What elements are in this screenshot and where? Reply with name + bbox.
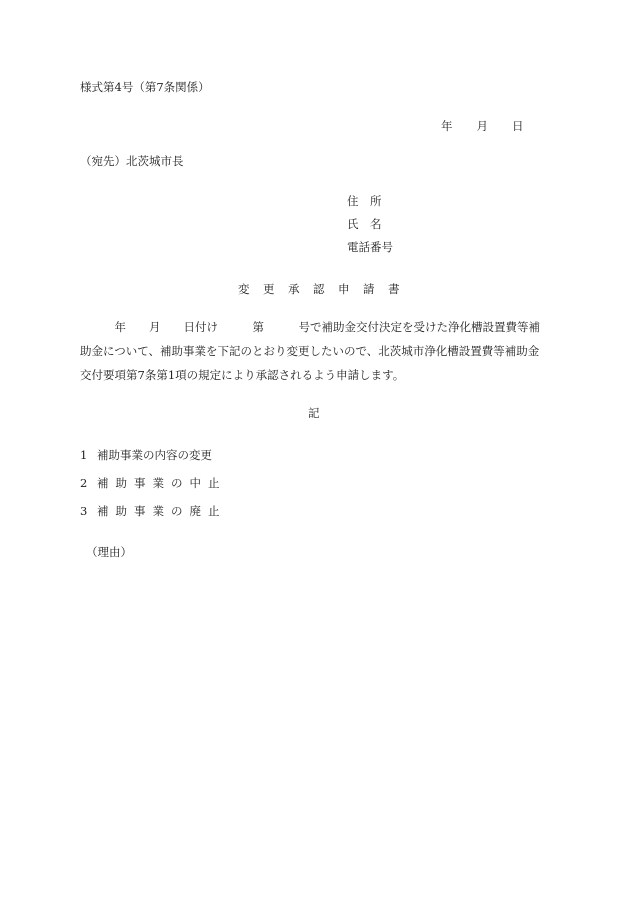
item-list [80,450,227,534]
date-day: 日 [512,119,524,133]
form-number: 様式第4号（第7条関係） [80,80,210,94]
address-label: 住 所 [347,194,382,208]
list-item [80,506,227,534]
date-year: 年 [441,119,453,133]
addressee: （宛先）北茨城市長 [80,154,184,168]
item-text: 補助事業の廃止 [97,504,227,518]
phone-label: 電話番号 [347,240,393,254]
name-label: 氏 名 [347,217,382,231]
body-line-3: 交付要項第7条第1項の規定により承認されるよう申請します。 [80,368,405,382]
list-item [80,478,227,506]
item-text: 補助事業の内容の変更 [97,448,212,462]
item-number: 1 [80,448,88,462]
body-line-2: 助金について、補助事業を下記のとおり変更したいので、北茨城市浄化槽設置費等補助金 [80,344,540,358]
date-line [441,121,524,133]
reason-label: （理由） [86,545,132,559]
document-title: 変更承認申請書 [238,282,413,296]
body-paragraph [80,322,560,394]
item-number: 2 [80,476,88,490]
item-text: 補助事業の中止 [97,476,227,490]
applicant-block [347,196,393,265]
ki-heading: 記 [308,406,320,420]
date-month: 月 [476,119,488,133]
item-number: 3 [80,504,88,518]
list-item [80,450,227,478]
body-line-1: 年 月 日付け 第 号で補助金交付決定を受けた浄化槽設置費等補 [80,320,540,334]
